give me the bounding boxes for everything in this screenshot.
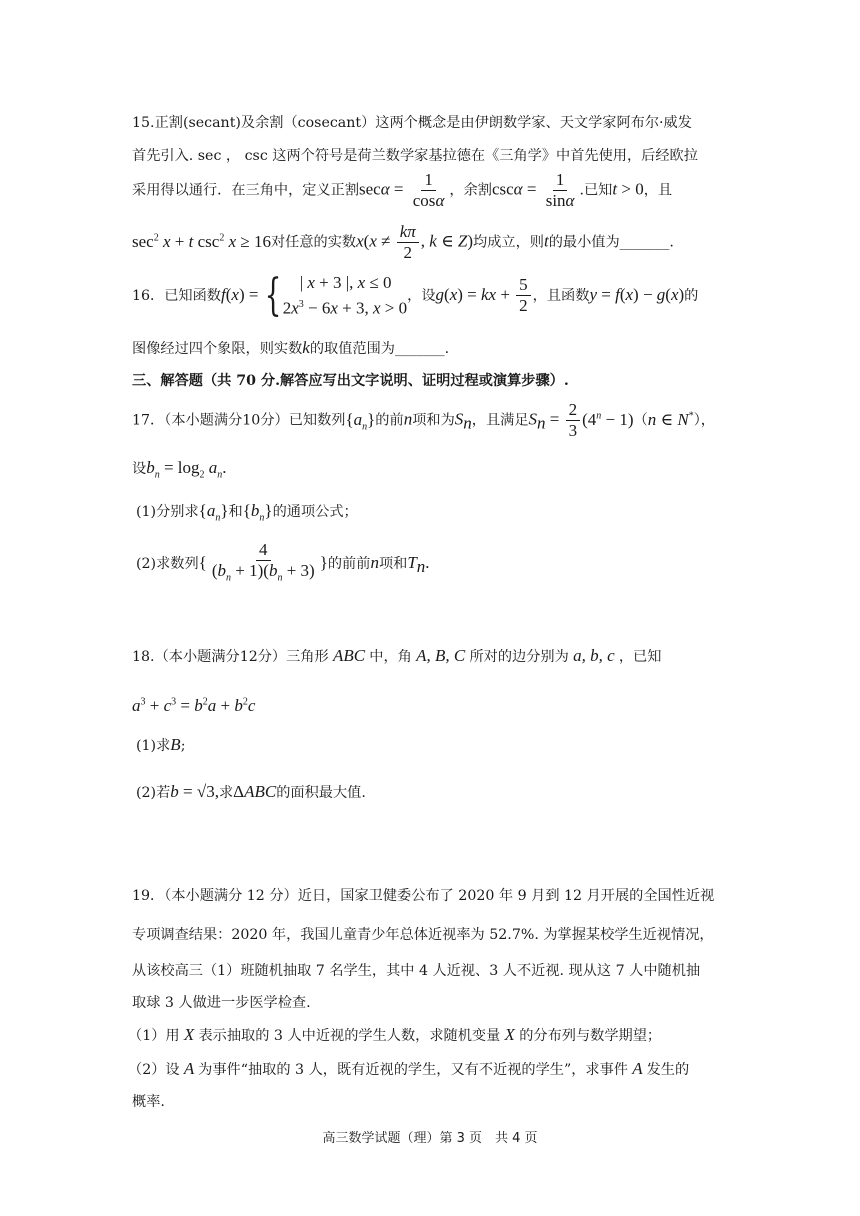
- q19-line1: 19．（本小题满分 12 分）近日，国家卫健委公布了 2020 年 9 月到 12 月开展的全国性近视: [132, 888, 715, 904]
- section-3-heading: 三、解答题（共 70 分.解答应写出文字说明、证明过程或演算步骤）.: [132, 373, 569, 389]
- q16-line1: 16．已知函数f(x) = { | x + 3 |, x ≤ 0 $2x^3 - 6x + 3$, x > 0 ，设g(x) = kx + $\frac{5}{2}$ ，且函数y = f(x) − g(x)的: [132, 269, 699, 321]
- q19-part1: （1）用 X 表示抽取的 3 人中近视的学生人数，求随机变量 X 的分布列与数学期望；: [128, 1025, 662, 1044]
- q15-line1: 15.正割(secant)及余割（cosecant）这两个概念是由伊朗数学家、天文学家阿布尔·威发: [132, 115, 692, 131]
- q17-line2: 设$b_n = \log_2 a_n$.: [132, 458, 227, 481]
- q19-line4: 取球 3 人做进一步医学检查.: [132, 995, 311, 1011]
- q19-part2-cont: 概率.: [132, 1094, 165, 1110]
- page-footer: 高三数学试题（理）第 3 页 共 4 页: [322, 1131, 538, 1146]
- q18-part2: (2)若b = √3,求ΔABC的面积最大值.: [136, 782, 366, 801]
- q16-line2: 图像经过四个象限，则实数k的取值范围为_______.: [132, 338, 450, 357]
- q15-line2: 首先引入. sec ， csc 这两个符号是荷兰数学家基拉德在《三角学》中首先使用，后经欧拉: [132, 148, 698, 164]
- q15-line3: 采用得以通行．在三角中，定义正割secα = $\frac{1}{\cos\alpha}$ ，余割cscα = $\frac{1}{\sin\alpha}$ .已知t > 0，且: [132, 170, 673, 210]
- q18-part1: (1)求B;: [136, 735, 186, 754]
- q17-line1: 17．（本小题满分10分）已知数列$\{a_n\}$的前n项和为$S_n$，且满足$S_n$ = $\frac{2}{3}$ $(4^n - 1)(n$ ∈ N*），: [132, 400, 715, 440]
- q17-part2: (2)求数列{ $\frac{4}{(b_n + 1)(b_n + 3)}$ }的前前n项和$T_n$.: [136, 540, 430, 584]
- q19-line2: 专项调查结果：2020 年，我国儿童青少年总体近视率为 52.7%. 为掌握某校学生近视情况，: [132, 927, 714, 943]
- q18-line1: 18.（本小题满分12分）三角形 ABC 中，角 A, B, C 所对的边分别为 a, b, c ，已知: [132, 646, 662, 665]
- q17-part1: (1)分别求$\{a_n\}$和$\{b_n\}$的通项公式；: [136, 501, 358, 524]
- q19-part2: （2）设 A 为事件“抽取的 3 人，既有近视的学生，又有不近视的学生”，求事件 A 发生的: [128, 1059, 690, 1078]
- q19-line3: 从该校高三（1）班随机抽取 7 名学生，其中 4 人近视、3 人不近视. 现从这 7 人中随机抽: [132, 963, 701, 979]
- q15-line4: $\sec^2 x + t$ $\csc^2 x \ge 16$对任意的实数x(x ≠ $\frac{k\pi}{2}$ , k ∈ Z)均成立，则t的最小值为_______.: [132, 222, 674, 262]
- q18-line2: $a^3 + c^3 = b^2a + b^2c$: [132, 695, 256, 715]
